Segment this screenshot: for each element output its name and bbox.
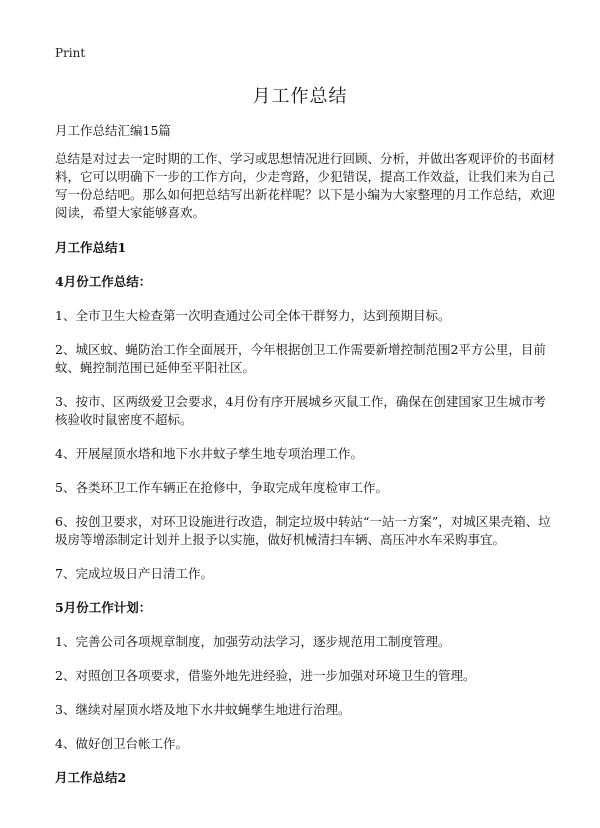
section-heading-1: 月工作总结1 [55, 240, 127, 255]
april-item: 4、开展屋顶水塔和地下水井蚊子孳生地专项治理工作。 [55, 446, 363, 461]
may-item: 3、继续对屋顶水塔及地下水井蚊蝇孳生地进行治理。 [55, 702, 351, 717]
document-body [55, 122, 555, 803]
intro-paragraph: 总结是对过去一定时期的工作、学习或思想情况进行回顾、分析，并做出客观评价的书面材料，它可以明确下一步的工作方向，少走弯路，少犯错误，提高工作效益，让我们来为自己写一份总结吧。那么如何把总结写出新花样呢？以下是小编为大家整理的月工作总结，欢迎阅读，希望大家能够喜欢。 [55, 151, 556, 220]
may-plan-heading: 5月份工作计划： [55, 600, 152, 615]
april-summary-heading: 4月份工作总结： [55, 274, 152, 289]
page-title: 月工作总结 [252, 86, 348, 107]
april-item: 2、城区蚊、蝇防治工作全面展开，今年根据创卫工作需要新增控制范围2平方公里，目前蚊、蝇控制范围已延伸至平阳社区。 [55, 342, 546, 375]
print-link[interactable]: Print [55, 46, 86, 60]
may-item: 2、对照创卫各项要求，借鉴外地先进经验，进一步加强对环境卫生的管理。 [55, 668, 476, 683]
section-heading-2: 月工作总结2 [55, 770, 127, 785]
april-item: 7、完成垃圾日产日清工作。 [55, 566, 213, 581]
april-item: 3、按市、区两级爱卫会要求，4月份有序开展城乡灭鼠工作，确保在创建国家卫生城市考核验收时鼠密度不超标。 [55, 394, 546, 427]
april-item: 5、各类环卫工作车辆正在抢修中，争取完成年度检审工作。 [55, 480, 388, 495]
may-item: 1、完善公司各项规章制度，加强劳动法学习，逐步规范用工制度管理。 [55, 634, 451, 649]
april-item: 6、按创卫要求，对环卫设施进行改造，制定垃圾中转站“一站一方案”，对城区果壳箱、垃圾房等增添制定计划并上报予以实施，做好机械清扫车辆、高压冲水车采购事宜。 [55, 514, 551, 547]
may-item: 4、做好创卫台帐工作。 [55, 736, 188, 751]
april-item: 1、全市卫生大检查第一次明查通过公司全体干群努力，达到预期目标。 [55, 308, 451, 323]
document-subtitle: 月工作总结汇编15篇 [55, 123, 171, 138]
